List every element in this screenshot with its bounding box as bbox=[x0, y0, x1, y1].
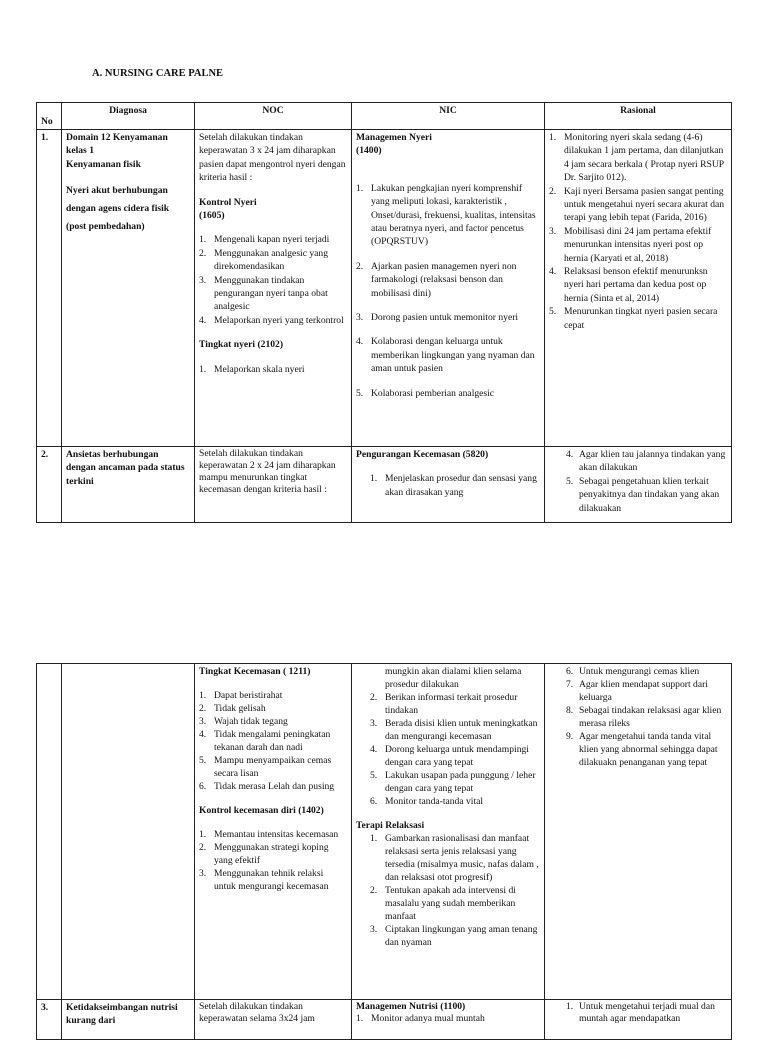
rasional-list bbox=[549, 1001, 727, 1025]
rasional-cell bbox=[545, 1000, 732, 1040]
list-item: 3. Dorong pasien untuk memonitor nyeri bbox=[356, 312, 519, 324]
noc-list-tingkat-nyeri bbox=[199, 363, 347, 376]
list-item: 4. Tidak mengalami peningkatan tekanan darah dan nadi bbox=[199, 729, 331, 753]
noc-subheading-kontrol-kecemasan: Kontrol kecemasan diri (1402) bbox=[199, 805, 324, 816]
care-plan-table-1 bbox=[36, 102, 732, 523]
nic-list bbox=[356, 691, 540, 808]
list-item: 6. Untuk mengurangi cemas klien bbox=[566, 666, 700, 677]
nic-title: Managemen Nutrisi (1100) bbox=[356, 1001, 466, 1012]
diagnosa-cell bbox=[62, 664, 195, 1000]
list-item: 1. Menjelaskan prosedur dan sensasi yang akan dirasakan yang bbox=[370, 473, 537, 498]
rasional-cell bbox=[545, 447, 732, 523]
header-noc: NOC bbox=[195, 103, 352, 130]
diagnosa-text: Nyeri akut berhubungan dengan agens cidera fisik (post pembedahan) bbox=[66, 185, 170, 233]
table-row bbox=[37, 130, 732, 447]
row-number: 2. bbox=[37, 447, 62, 523]
list-item: 1. Monitor adanya mual muntah bbox=[356, 1013, 485, 1024]
list-item: 2. Berikan informasi terkait prosedur tindakan bbox=[370, 692, 518, 716]
noc-list-kontrol-nyeri bbox=[199, 233, 347, 327]
noc-subheading-tingkat-nyeri: Tingkat nyeri (2102) bbox=[199, 339, 284, 351]
nic-list bbox=[356, 182, 540, 400]
table-row bbox=[37, 1000, 732, 1040]
section-heading: A. NURSING CARE PALNE bbox=[92, 68, 224, 79]
rasional-list bbox=[549, 131, 727, 332]
list-item: 5. Sebagai pengetahuan klien terkait penyakitnya dan tindakan yang akan dilakuakan bbox=[566, 475, 720, 514]
list-item: 4. Dorong keluarga untuk mendampingi dengan cara yang tepat bbox=[370, 744, 529, 768]
list-item: 3. Menggunakan tehnik relaksi untuk mengurangi kecemasan bbox=[199, 868, 329, 892]
list-item: 6. Monitor tanda-tanda vital bbox=[370, 796, 484, 807]
list-item: 1. Lakukan pengkajian nyeri komprenshif yang meliputi lokasi, karakteristik , Onset/durasi, frekuensi, kualitas, intensitas atau beratnya nyeri, and factor pencetus (OPQRSTUV) bbox=[356, 182, 536, 248]
list-item: 2. Tidak gelisah bbox=[199, 703, 266, 714]
list-item: 8. Sebagai tindakan relaksasi agar klien merasa rileks bbox=[566, 705, 722, 729]
list-item: 1. Melaporkan skala nyeri bbox=[199, 363, 305, 375]
list-item: 1. Memantau intensitas kecemasan bbox=[199, 829, 339, 840]
noc-cell bbox=[195, 664, 352, 1000]
header-diagnosa: Diagnosa bbox=[62, 103, 195, 130]
list-item: 3. Berada disisi klien untuk meningkatkan dan mengurangi kecemasan bbox=[370, 718, 538, 742]
noc-subheading-tingkat-kecemasan: Tingkat Kecemasan ( 1211) bbox=[199, 666, 311, 677]
list-item: 4. Melaporkan nyeri yang terkontrol bbox=[199, 314, 344, 326]
noc-subheading-kontrol-nyeri: Kontrol Nyeri bbox=[199, 196, 257, 208]
nic-title: Pengurangan Kecemasan (5820) bbox=[356, 449, 489, 460]
rasional-cell bbox=[545, 664, 732, 1000]
header-rasional: Rasional bbox=[545, 103, 732, 130]
table-row bbox=[37, 447, 732, 523]
row-number bbox=[37, 664, 62, 1000]
list-item: 3. Menggunakan tindakan pengurangan nyeri tanpa obat analgesic bbox=[199, 274, 328, 313]
noc-code: (1605) bbox=[199, 210, 225, 222]
nic-list bbox=[356, 1013, 540, 1025]
list-item: 3. Ciptakan lingkungan yang aman tenang dan nyaman bbox=[370, 924, 538, 948]
nic-subheading-terapi-relaksasi: Terapi Relaksasi bbox=[356, 820, 425, 831]
list-item: 1. Monitoring nyeri skala sedang (4-6) dilakukan 1 jam pertama, dan dilanjutkan 4 jam secara berkala ( Protap nyeri RSUP Dr. Sarjito 012). bbox=[549, 132, 724, 184]
list-item: 4. Relaksasi benson efektif menurunksn nyeri hari pertama dan kedua post op hernia (Sinta et al, 2014) bbox=[549, 266, 708, 304]
noc-list-tingkat-kecemasan bbox=[199, 689, 347, 793]
list-item: 1. Untuk mengetahui terjadi mual dan muntah agar mendapatkan bbox=[566, 1001, 715, 1024]
diagnosa-class: Kenyamanan fisik bbox=[66, 158, 141, 170]
noc-intro: Setelah dilakukan tindakan keperawatan 3 x 24 jam diharapkan pasien dapat mengontrol nyeri dengan kriteria hasil : bbox=[199, 132, 346, 184]
list-item: 1. Mengenali kapan nyeri terjadi bbox=[199, 234, 330, 246]
noc-cell: Setelah dilakukan tindakan keperawatan 2 x 24 jam diharapkan mampu menurunkan tingkat kecemasan dengan kriteria hasil : bbox=[195, 447, 352, 523]
nic-cell bbox=[352, 130, 545, 447]
diagnosa-cell bbox=[62, 130, 195, 447]
list-item: 6. Tidak merasa Lelah dan pusing bbox=[199, 781, 335, 792]
nic-code: (1400) bbox=[356, 145, 382, 157]
list-item: 5. Mampu menyampaikan cemas secara lisan bbox=[199, 755, 332, 779]
noc-list-kontrol-kecemasan bbox=[199, 828, 347, 893]
nic-title: Managemen Nyeri bbox=[356, 132, 432, 143]
list-item: 5. Kolaborasi pemberian analgesic bbox=[356, 387, 495, 399]
diagnosa-cell: Ansietas berhubungan dengan ancaman pada status terkini bbox=[62, 447, 195, 523]
nic-cell bbox=[352, 1000, 545, 1040]
nic-cell bbox=[352, 664, 545, 1000]
noc-cell bbox=[195, 130, 352, 447]
diagnosa-domain: Domain 12 Kenyamanan kelas 1 bbox=[66, 132, 168, 157]
list-item: 2. Menggunakan strategi koping yang efektif bbox=[199, 842, 329, 866]
row-number: 1. bbox=[37, 130, 62, 447]
list-item: 3. Mobilisasi dini 24 jam pertama efektif menurunkan intensitas nyeri post op hernia (Karyati et al, 2018) bbox=[549, 225, 712, 264]
nic-list bbox=[356, 472, 540, 499]
list-item: 1. Gambarkan rasionalisasi dan manfaat relaksasi serta jenis relaksasi yang tersedia (misalmya music, nafas dalam , dan relaksasi otot progresif) bbox=[370, 833, 539, 883]
list-item: 5. Lakukan usapan pada punggung / leher dengan cara yang tepat bbox=[370, 770, 536, 794]
table-header-row bbox=[37, 103, 732, 130]
list-item: 4. Agar klien tau jalannya tindakan yang akan dilakukan bbox=[566, 449, 726, 474]
header-nic: NIC bbox=[352, 103, 545, 130]
header-no: No bbox=[37, 103, 62, 130]
list-item: 2. Ajarkan pasien managemen nyeri non farmakologi (relaksasi benson dan mobilisasi dini) bbox=[356, 260, 517, 299]
rasional-list bbox=[549, 448, 727, 515]
list-item: 2. Tentukan apakah ada intervensi di masalalu yang sudah memberikan manfaat bbox=[370, 885, 516, 922]
rasional-cell bbox=[545, 130, 732, 447]
table-row bbox=[37, 664, 732, 1000]
nic-list-terapi-relaksasi bbox=[356, 832, 540, 949]
list-item: 9. Agar mengetahui tanda tanda vital klien yang abnormal sehingga dapat dilakuakn penanganan yang tepat bbox=[566, 731, 718, 768]
row-number: 3. bbox=[37, 1000, 62, 1040]
care-plan-table-2 bbox=[36, 663, 732, 1040]
list-item: 5. Menurunkan tingkat nyeri pasien secara cepat bbox=[549, 306, 718, 331]
diagnosa-cell: Ketidakseimbangan nutrisi kurang dari bbox=[62, 1000, 195, 1040]
list-item: 7. Agar klien mendapat support dari keluarga bbox=[566, 679, 708, 703]
list-item: 2. Kaji nyeri Bersama pasien sangat penting untuk mengetahui nyeri secara akurat dan terapi yang lebih tepat (Farida, 2016) bbox=[549, 185, 725, 224]
list-item: 2. Menggunakan analgesic yang direkomendasikan bbox=[199, 247, 329, 273]
list-item: 4. Kolaborasi dengan keluarga untuk memberikan lingkungan yang nyaman dan aman untuk pasien bbox=[356, 336, 535, 375]
noc-cell: Setelah dilakukan tindakan keperawatan selama 3x24 jam bbox=[195, 1000, 352, 1040]
nic-continued-text: mungkin akan dialami klien selama prosedur dilakukan bbox=[385, 666, 522, 690]
list-item: 3. Wajah tidak tegang bbox=[199, 716, 288, 727]
nic-cell bbox=[352, 447, 545, 523]
list-item: 1. Dapat beristirahat bbox=[199, 690, 283, 701]
rasional-list bbox=[549, 665, 727, 769]
